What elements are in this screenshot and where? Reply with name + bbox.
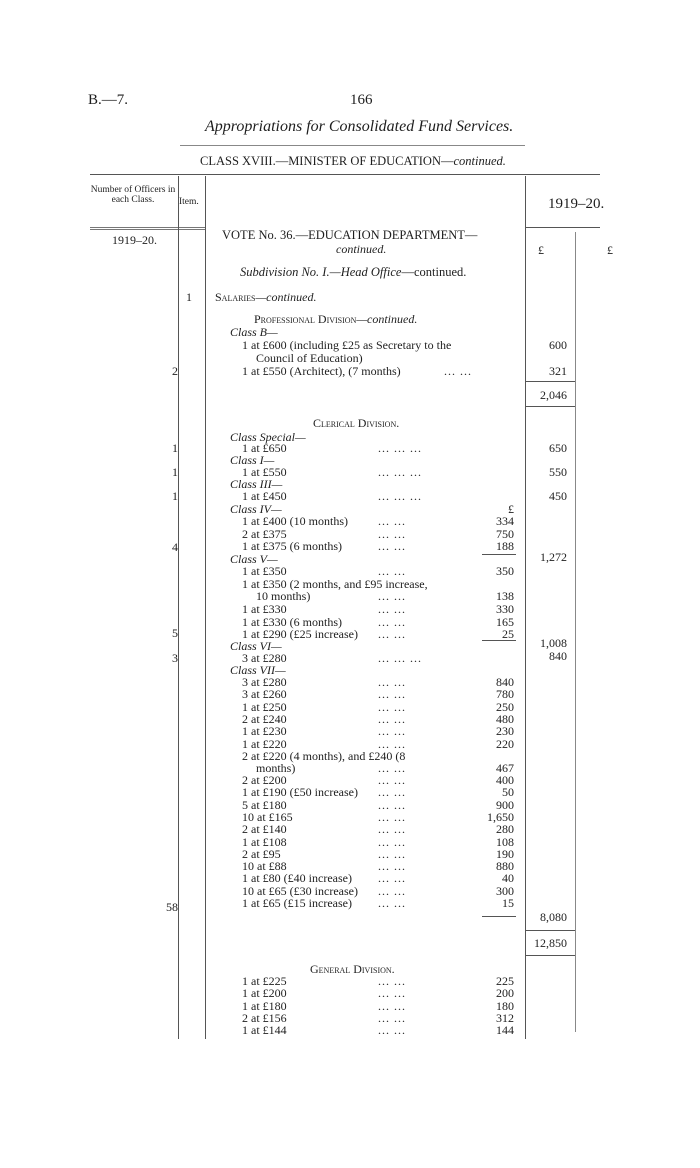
v-line-text: 1 at £290 (£25 increase): [242, 627, 358, 641]
clerical-grand-total: 12,850: [534, 936, 567, 950]
col-officers: Number of Officers in each Class.: [90, 185, 176, 205]
officers-year: 1919–20.: [112, 233, 157, 247]
vii-line-amount: 108: [496, 834, 514, 849]
prof-line2-text: 1 at £550 (Architect), (7 months): [242, 364, 401, 378]
iv-line-amount: 188: [496, 539, 514, 553]
class-vi: Class VI—: [230, 639, 282, 653]
class-special: Class Special—: [230, 430, 306, 444]
vi-count: 3: [172, 651, 178, 665]
general-line-text: 1 at £200: [242, 986, 287, 1001]
vii-wrap-leader: ... ...: [378, 761, 406, 775]
vii-line-amount: 50: [502, 785, 514, 800]
vii-wrap-b-text: months): [256, 761, 296, 775]
vii-line-leader: ... ...: [378, 687, 406, 702]
vii-total: 8,080: [540, 910, 567, 924]
vii-line-leader: ... ...: [378, 797, 406, 812]
vote-title: VOTE No. 36.—EDUCATION DEPARTMENT—: [222, 228, 478, 242]
vii-line-amount: 480: [496, 711, 514, 726]
salaries-heading: [215, 290, 316, 305]
general-line-amount: 144: [496, 1023, 514, 1038]
v-count: 5: [172, 626, 178, 640]
subdivision: [240, 265, 466, 280]
page-title: Appropriations for Consolidated Fund Services.: [205, 118, 514, 135]
general-line-leader: ... ...: [378, 974, 406, 988]
iv-line-text: 1 at £400 (10 months): [242, 514, 348, 528]
class-heading-cont: continued.: [453, 154, 506, 168]
vii-line-text: 1 at £220: [242, 736, 287, 751]
iii-line-text: 1 at £450: [242, 489, 287, 503]
iv-line-leader: ... ...: [378, 526, 406, 541]
v-line-text: 1 at £330 (6 months): [242, 614, 342, 629]
vi-leader: ... ... ...: [378, 651, 422, 665]
class-vii: Class VII—: [230, 663, 286, 677]
prof-line1a: 1 at £600 (including £25 as Secretary to the: [242, 338, 452, 352]
vii-line-amount: 230: [496, 724, 514, 739]
iv-line-amount: 750: [496, 526, 514, 541]
v-line2-leader: ... ...: [378, 589, 406, 603]
professional-cont: —continued.: [356, 312, 418, 326]
class-i: Class I—: [230, 453, 275, 467]
subdivision-cont: —continued.: [401, 265, 467, 279]
prof-line2-leader: ... ...: [444, 364, 472, 378]
v-line-leader: ... ...: [378, 614, 406, 629]
iv-line-leader: ... ...: [378, 539, 406, 553]
class-b: Class B—: [230, 325, 278, 339]
i-count: 1: [172, 465, 178, 479]
v-line-text: 1 at £330: [242, 602, 287, 616]
class-heading: [200, 154, 506, 169]
vii-line-leader: ... ...: [378, 871, 406, 886]
v-line-amount: 25: [502, 627, 514, 641]
vii-line-text: 1 at £65 (£15 increase): [242, 896, 352, 910]
i-amt: 550: [549, 465, 567, 479]
salaries-cont: —continued.: [255, 290, 317, 304]
iii-amt: 450: [549, 489, 567, 503]
vii-line-leader: ... ...: [378, 809, 406, 824]
special-line-text: 1 at £650: [242, 441, 287, 455]
vii-line-leader: ... ...: [378, 859, 406, 874]
iv-line-text: 2 at £375: [242, 526, 287, 541]
v-line1-leader: ... ...: [378, 564, 406, 578]
vii-line-leader: ... ...: [378, 699, 406, 714]
vii-wrap-a: 2 at £220 (4 months), and £240 (8: [242, 749, 406, 763]
vii-line-amount: 250: [496, 699, 514, 714]
general-line-leader: ... ...: [378, 986, 406, 1001]
special-leader: ... ... ...: [378, 441, 422, 455]
iii-leader: ... ... ...: [378, 489, 422, 503]
vii-line-leader: ... ...: [378, 883, 406, 898]
v-line-leader: ... ...: [378, 627, 406, 641]
vii-line-text: 5 at £180: [242, 797, 287, 812]
v-line-amount: 165: [496, 614, 514, 629]
currency-b: £: [607, 243, 613, 257]
vii-line-amount: 900: [496, 797, 514, 812]
vii-line-amount: 880: [496, 859, 514, 874]
class-iv: Class IV—: [230, 502, 282, 516]
vii-line-leader: ... ...: [378, 675, 406, 689]
vii-line-text: 1 at £80 (£40 increase): [242, 871, 352, 886]
v-line2-amt: 138: [496, 589, 514, 603]
v-line1-text: 1 at £350: [242, 564, 287, 578]
class-iii: Class III—: [230, 477, 283, 491]
professional-label: Professional Division: [254, 312, 357, 326]
prof-line1-amt: 600: [549, 338, 567, 352]
iii-count: 1: [172, 489, 178, 503]
iv-line-text: 1 at £375 (6 months): [242, 539, 342, 553]
vii-line-text: 1 at £190 (£50 increase): [242, 785, 358, 800]
vii-line-leader: ... ...: [378, 724, 406, 739]
vii-line-amount: 780: [496, 687, 514, 702]
vii-line-text: 3 at £280: [242, 675, 287, 689]
page-number: 166: [350, 92, 373, 108]
professional-heading: [254, 312, 417, 327]
vii-line-text: 10 at £88: [242, 859, 287, 874]
vii-line-row: [242, 896, 406, 910]
salaries-label: Salaries: [215, 290, 256, 304]
general-line-amount: 225: [496, 974, 514, 988]
vii-wrap-amt: 467: [496, 761, 514, 775]
iv-count: 4: [172, 540, 178, 554]
iv-total: 1,272: [540, 550, 567, 564]
vote-cont: continued.: [336, 242, 387, 256]
general-line-text: 1 at £144: [242, 1023, 287, 1038]
iv-pound: £: [508, 502, 514, 516]
vii-line-amount: 220: [496, 736, 514, 751]
general-line-leader: ... ...: [378, 1010, 406, 1025]
general-line-leader: ... ...: [378, 998, 406, 1013]
item-number: 1: [186, 290, 192, 304]
vii-line-text: 2 at £200: [242, 773, 287, 787]
v-line-amount: 330: [496, 602, 514, 616]
class-heading-text: CLASS XVIII.—MINISTER OF EDUCATION—: [200, 154, 454, 168]
general-line-text: 1 at £180: [242, 998, 287, 1013]
vii-line-leader: ... ...: [378, 822, 406, 837]
vii-line-amount: 40: [502, 871, 514, 886]
i-line-text: 1 at £550: [242, 465, 287, 479]
vii-line-amount: 840: [496, 675, 514, 689]
iv-line-amount: 334: [496, 514, 514, 528]
iv-line-leader: ... ...: [378, 514, 406, 528]
clerical-heading: Clerical Division.: [313, 416, 400, 430]
vii-line-text: 2 at £140: [242, 822, 287, 837]
special-amt: 650: [549, 441, 567, 455]
subdivision-text: Subdivision No. I.—Head Office: [240, 265, 402, 279]
general-line-amount: 312: [496, 1010, 514, 1025]
vii-line-amount: 1,650: [487, 809, 514, 824]
prof-line2: [242, 364, 472, 378]
currency-a: £: [538, 243, 544, 257]
vii-line-amount: 400: [496, 773, 514, 787]
page-ref: B.—7.: [88, 92, 129, 108]
prof-total: 2,046: [540, 388, 567, 402]
general-line-leader: ... ...: [378, 1023, 406, 1038]
vii-line-amount: 190: [496, 846, 514, 861]
vi-line-text: 3 at £280: [242, 651, 287, 665]
vi-amt: 840: [549, 649, 567, 663]
i-leader: ... ... ...: [378, 465, 422, 479]
vii-line-amount: 15: [502, 896, 514, 910]
col-year: 1919–20.: [548, 196, 605, 212]
vii-line-leader: ... ...: [378, 785, 406, 800]
vii-line-text: 10 at £165: [242, 809, 293, 824]
vii-line-leader: ... ...: [378, 736, 406, 751]
class-v: Class V—: [230, 552, 278, 566]
v-line-leader: ... ...: [378, 602, 406, 616]
vii-line-amount: 300: [496, 883, 514, 898]
vii-line-text: 1 at £230: [242, 724, 287, 739]
v-line2a: 1 at £350 (2 months, and £95 increase,: [242, 577, 428, 591]
vii-line-text: 10 at £65 (£30 increase): [242, 883, 358, 898]
vii-line-leader: ... ...: [378, 773, 406, 787]
vii-count: 58: [166, 900, 178, 914]
v-line2b-text: 10 months): [256, 589, 311, 603]
v-line1-amt: 350: [496, 564, 514, 578]
prof-count: 2: [172, 364, 178, 378]
vii-line-text: 1 at £108: [242, 834, 287, 849]
general-line-text: 2 at £156: [242, 1010, 287, 1025]
col-item: Item.: [179, 197, 199, 207]
special-count: 1: [172, 441, 178, 455]
vii-line-text: 3 at £260: [242, 687, 287, 702]
general-line-amount: 180: [496, 998, 514, 1013]
prof-line2-amt: 321: [549, 364, 567, 378]
vii-line-text: 2 at £95: [242, 846, 281, 861]
v-total: 1,008: [540, 636, 567, 650]
general-line-amount: 200: [496, 986, 514, 1001]
vii-line-leader: ... ...: [378, 834, 406, 849]
general-line-row: [242, 1023, 406, 1038]
vii-line-text: 2 at £240: [242, 711, 287, 726]
general-heading: General Division.: [310, 962, 395, 976]
general-line-text: 1 at £225: [242, 974, 287, 988]
vii-line-leader: ... ...: [378, 846, 406, 861]
vii-line-amount: 280: [496, 822, 514, 837]
vii-line-leader: ... ...: [378, 711, 406, 726]
vii-line-leader: ... ...: [378, 896, 406, 910]
vii-line-text: 1 at £250: [242, 699, 287, 714]
prof-line1b: Council of Education): [256, 351, 363, 365]
